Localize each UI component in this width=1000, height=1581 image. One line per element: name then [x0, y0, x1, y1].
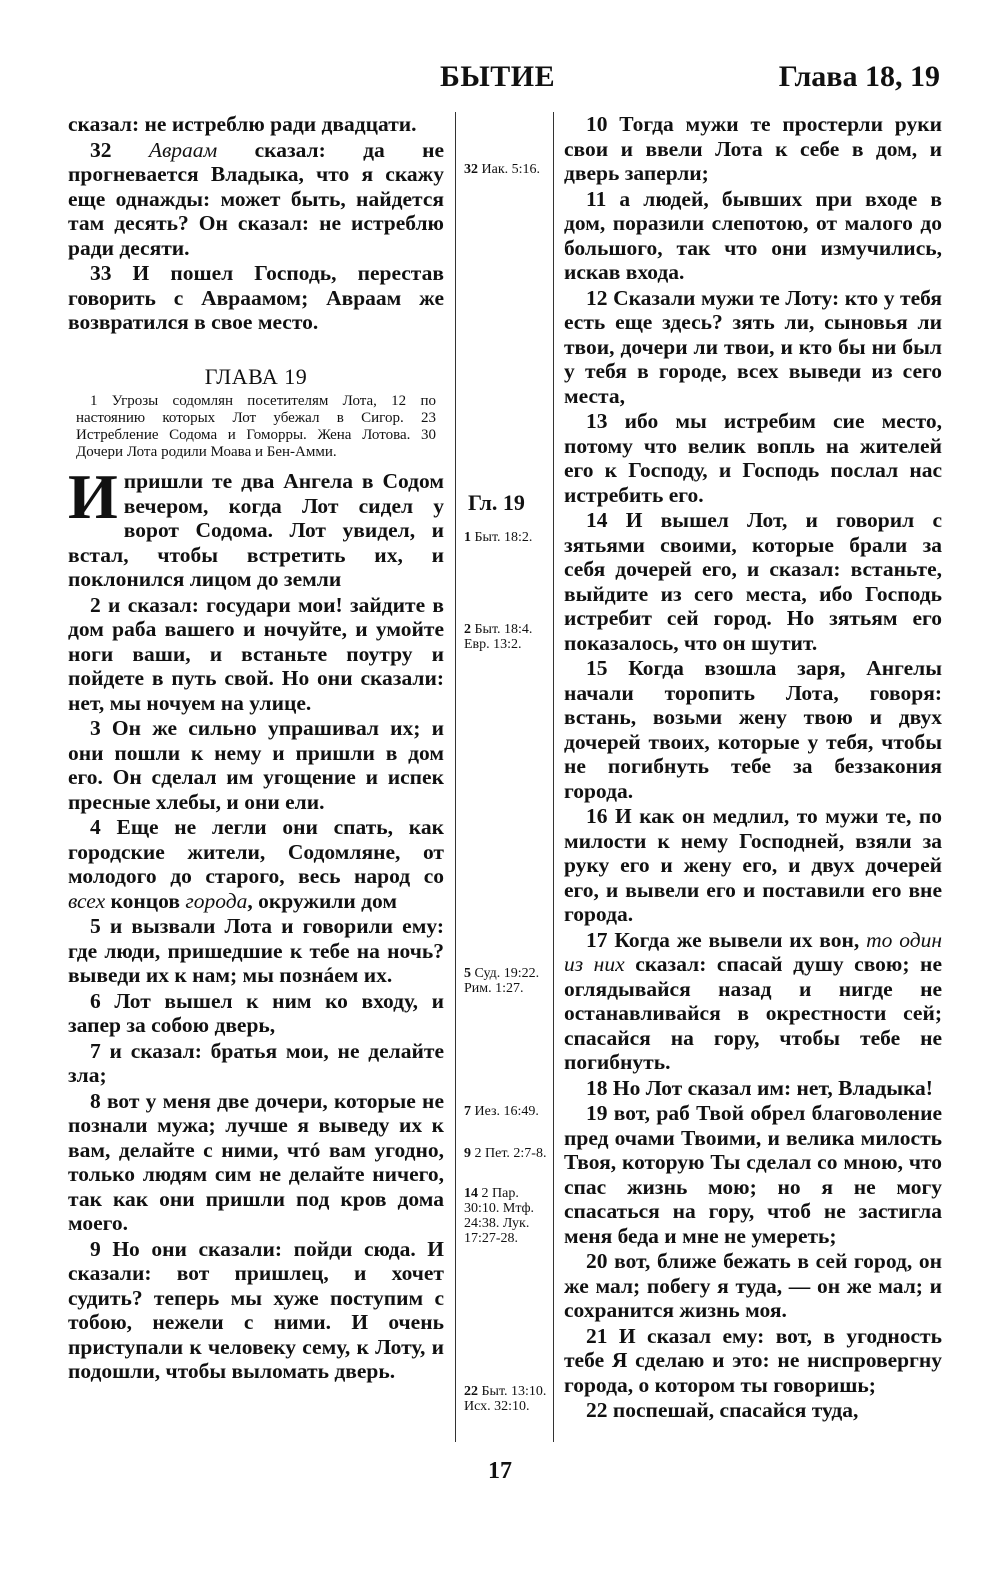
verse-19-5: 5 и вызвали Лота и говорили ему: где люди, пришедшие к тебе на ночь? выведи их к нам; мы познáем их. [68, 914, 444, 987]
verse-19-6: 6 Лот вышел к ним ко входу, и запер за собою дверь, [68, 988, 444, 1037]
verse-19-12: 12 Сказали мужи те Лоту: кто у тебя есть еще здесь? зять ли, сыновья ли твои, дочери ли твои, и кто бы ни был у тебя в городе, всех выведи из сего места, [564, 285, 942, 408]
verse-19-3: 3 Он же сильно упрашивал их; и они пошли к нему и пришли в дом его. Он сделал им угощение и испек пресные хлебы, и они ели. [68, 716, 444, 814]
xref-2: 2 Быт. 18:4. Евр. 13:2. [464, 622, 533, 652]
page-number: 17 [488, 1458, 512, 1484]
xref-32: 32 Иак. 5:16. [464, 162, 541, 177]
verse-18-31-continuation: сказал: не истреблю ради двадцати. [68, 112, 417, 136]
xref-9: 9 2 Пет. 2:7-8. [464, 1146, 547, 1161]
verse-19-2: 2 и сказал: государи мои! зайдите в дом раба вашего и ночуйте, и умойте ноги ваши, и встаньте поутру и пойдете в путь свой. Но они сказали: нет, мы ночуем на улице. [68, 592, 444, 715]
verse-19-17: 17 Когда же вывели их вон, то один из них сказал: спасай душу свою; не оглядывайся назад и нигде не останавливайся в окрестности сей; спасайся на гору, чтобы тебе не погибнуть. [564, 927, 942, 1074]
verse-19-10: 10 Тогда мужи те простерли руки свои и ввели Лота к себе в дом, и дверь заперли; [564, 112, 942, 185]
verse-19-13: 13 ибо мы истребим сие место, потому что велик вопль на жителей его к Господу, и Господь послал нас истребить его. [564, 409, 942, 507]
verse-19-4: 4 Еще не легли они спать, как городские жители, Содомляне, от молодого до старого, весь народ со всех концов города, окружили дом [68, 815, 444, 913]
verse-19-18: 18 Но Лот сказал им: нет, Владыка! [586, 1075, 933, 1100]
verse-19-7: 7 и сказал: братья мои, не делайте зла; [68, 1038, 444, 1087]
verse-19-1: И пришли те два Ангела в Содом вечером, когда Лот сидел у ворот Содома. Лот увидел, и встал, чтобы встретить их, и поклонился лицом до земли [68, 461, 444, 591]
verse-19-9: 9 Но они сказали: пойди сюда. И сказали: вот пришлец, и хочет судить? теперь мы хуже поступим с тобою, нежели с ними. И очень приступали к человеку сему, к Лоту, и подошли, чтобы выломать дверь. [68, 1236, 444, 1383]
chapter-19-summary: 1 Угрозы содомлян посетителям Лота, 12 по настоянию которых Лот убежал в Сигор. 23 Истребление Содома и Гоморры. Жена Лотова. 30 Дочери Лота родили Моава и Бен-Амми. [76, 393, 436, 460]
verse-19-21: 21 И сказал ему: вот, в угодность тебе Я сделаю и это: не ниспровергну города, о котором ты говоришь; [564, 1323, 942, 1397]
verse-19-19: 19 вот, раб Твой обрел благоволение пред очами Твоими, и велика милость Твоя, которую Ты сделал со мною, что спас жизнь мою; но я не могу спасаться на гору, чтоб не застигла меня беда и мне не умереть; [564, 1101, 942, 1248]
left-text-column [68, 112, 444, 1385]
verse-18-33: 33 И пошел Господь, перестав говорить с Авраамом; Авраам же возвратился в свое место. [68, 261, 444, 334]
xref-22: 22 Быт. 13:10. Исх. 32:10. [464, 1384, 547, 1414]
page-header [0, 60, 1000, 100]
column-divider-right [553, 112, 554, 1442]
xref-chapter-label: Гл. 19 [468, 490, 525, 515]
drop-cap: И [68, 461, 118, 532]
verse-19-14: 14 И вышел Лот, и говорил с зятьями своими, которые брали за себя дочерей его, и сказал: встаньте, выйдите из сего места, ибо Господь истребит сей город. Но зятьям его показалось, что он шутит. [564, 508, 942, 655]
chapter-reference: Глава 18, 19 [778, 60, 940, 93]
column-divider-left [455, 112, 456, 1442]
verse-19-16: 16 И как он медлил, то мужи те, по милости к нему Господней, взяли за руку его и жену его, и двух дочерей его, и вывели его и поставили его вне города. [564, 804, 942, 926]
verse-18-32: 32 Авраам сказал: да не прогневается Владыка, что я скажу еще однажды: может быть, найдется там десять? Он сказал: не истреблю ради десяти. [68, 137, 445, 260]
verse-19-20: 20 вот, ближе бежать в сей город, он же мал; побегу я туда, — он же мал; и сохранится жизнь моя. [564, 1249, 942, 1322]
book-title: БЫТИЕ [440, 60, 556, 93]
verse-19-22: 22 поспешай, спасайся туда, [586, 1398, 859, 1422]
xref-1: 1 Быт. 18:2. [464, 530, 533, 545]
xref-7: 7 Иез. 16:49. [464, 1104, 539, 1119]
xref-5: 5 Суд. 19:22. Рим. 1:27. [464, 966, 540, 996]
verse-19-8: 8 вот у меня две дочери, которые не познали мужа; лучше я выведу их к вам, делайте с ними, чтó вам угодно, только людям сим не делайте ничего, так как они пришли под кров дома моего. [68, 1088, 444, 1235]
chapter-19-heading: ГЛАВА 19 [204, 363, 308, 389]
right-text-column [564, 112, 942, 1424]
xref-14: 14 2 Пар. 30:10. Мтф. 24:38. Лук. 17:27-28. [464, 1186, 535, 1246]
verse-19-11: 11 а людей, бывших при входе в дом, поразили слепотою, от малого до большого, так что они измучились, искав входа. [564, 186, 942, 284]
verse-19-15: 15 Когда взошла заря, Ангелы начали торопить Лота, говоря: встань, возьми жену твою и двух дочерей твоих, которые у тебя, чтобы не погибнуть тебе за беззакония города. [564, 656, 942, 803]
